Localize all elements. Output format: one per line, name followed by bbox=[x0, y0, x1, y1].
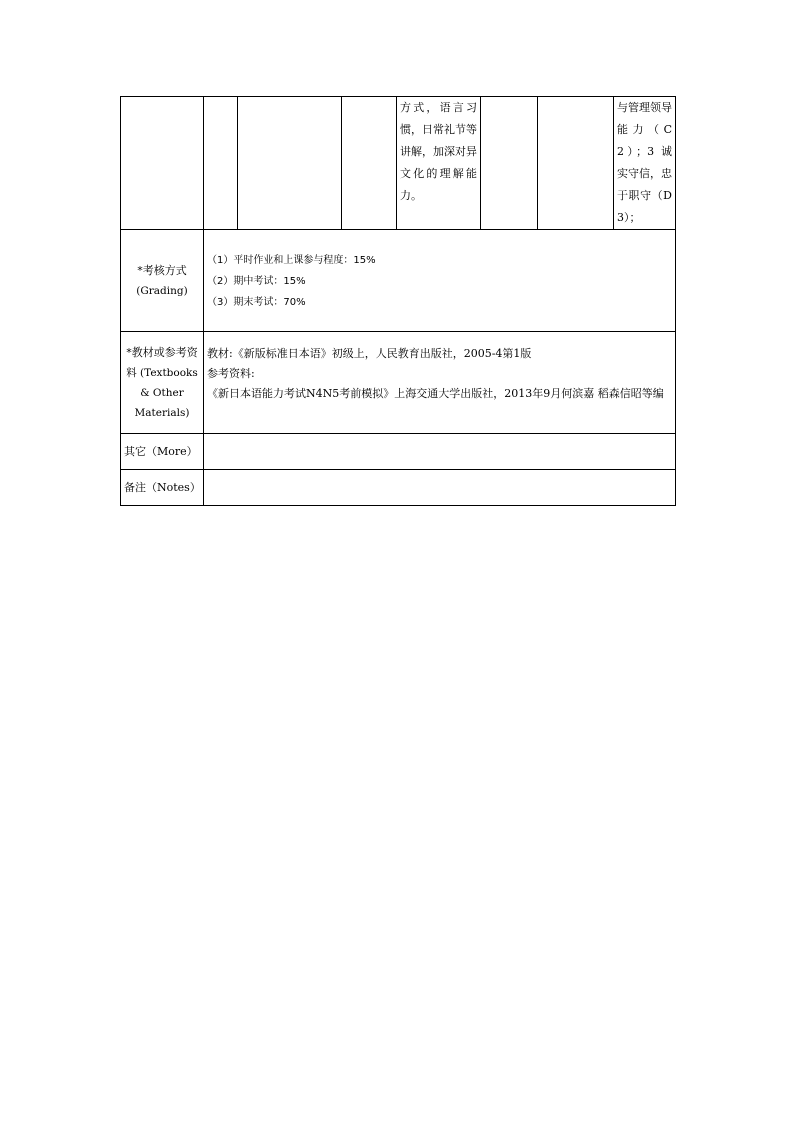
grading-label-zh: *考核方式 bbox=[137, 263, 187, 277]
reference-item: 《新日本语能力考试N4N5考前模拟》上海交通大学出版社，2013年9月何滨嘉 稻森信昭等编 bbox=[207, 387, 664, 400]
grading-item-3: （3）期末考试：70% bbox=[207, 297, 306, 308]
references-heading: 参考资料: bbox=[207, 367, 255, 380]
notes-label: 备注（Notes） bbox=[124, 480, 201, 494]
row1-cell-3 bbox=[238, 97, 342, 230]
row1-cell-7 bbox=[538, 97, 614, 230]
textbooks-label-en-2: & Other bbox=[140, 386, 184, 399]
row1-cell-4 bbox=[342, 97, 397, 230]
course-syllabus-table bbox=[120, 96, 676, 506]
notes-label-cell bbox=[121, 470, 204, 506]
ability-goals-cell bbox=[614, 97, 676, 230]
continued-content-row bbox=[121, 97, 676, 230]
textbook-main: 教材:《新版标准日本语》初级上，人民教育出版社，2005-4第1版 bbox=[207, 347, 532, 360]
teaching-content-text: 方式，语言习惯，日常礼节等讲解，加深对异文化的理解能力。 bbox=[400, 101, 477, 202]
more-label-cell bbox=[121, 434, 204, 470]
textbooks-label-zh: *教材或参考资 bbox=[126, 345, 198, 359]
grading-row bbox=[121, 230, 676, 332]
ability-goals-text: 与管理领导能力（C2）；3 诚实守信，忠于职守（D3）； bbox=[617, 101, 672, 224]
row1-cell-1 bbox=[121, 97, 204, 230]
more-content-cell bbox=[204, 434, 676, 470]
row1-cell-2 bbox=[204, 97, 238, 230]
notes-content-cell bbox=[204, 470, 676, 506]
row1-cell-6 bbox=[481, 97, 538, 230]
grading-label-en: (Grading) bbox=[136, 284, 188, 297]
textbooks-label-en-1 bbox=[124, 363, 200, 383]
grading-content-cell bbox=[204, 230, 676, 332]
more-row bbox=[121, 434, 676, 470]
more-label: 其它（More） bbox=[124, 444, 198, 458]
textbooks-label-en-1-text: (Textbooks bbox=[140, 366, 198, 379]
grading-item-1: （1）平时作业和上课参与程度：15% bbox=[207, 255, 376, 266]
textbooks-label-cell bbox=[121, 332, 204, 434]
grading-item-2: （2）期中考试：15% bbox=[207, 276, 306, 287]
textbooks-row bbox=[121, 332, 676, 434]
teaching-content-cell bbox=[397, 97, 481, 230]
notes-row bbox=[121, 470, 676, 506]
grading-label-cell bbox=[121, 230, 204, 332]
textbooks-content bbox=[207, 332, 672, 404]
textbooks-content-cell bbox=[204, 332, 676, 434]
textbooks-label-zh-2: 料 bbox=[126, 366, 137, 379]
textbooks-label-en-3: Materials) bbox=[134, 406, 190, 419]
grading-list bbox=[207, 230, 672, 313]
